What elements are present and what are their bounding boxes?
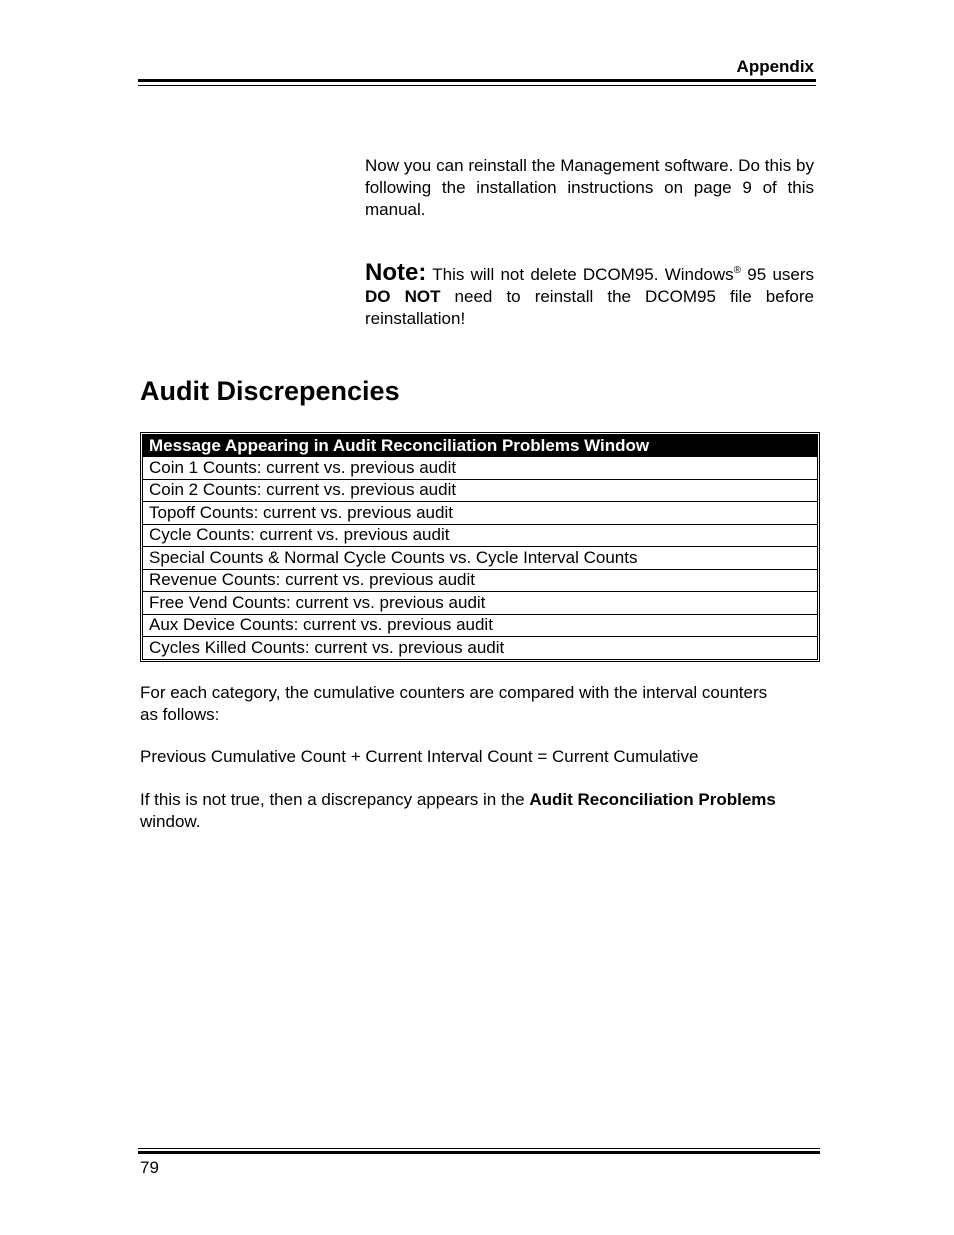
comparison-paragraph: For each category, the cumulative counters are compared with the interval counters as follows: [140,683,768,724]
footer-rule-thin [138,1148,820,1149]
table-cell: Aux Device Counts: current vs. previous audit [143,614,818,637]
table-cell: Coin 1 Counts: current vs. previous audit [143,457,818,480]
table-header-row [143,435,818,457]
table-cell: Cycle Counts: current vs. previous audit [143,524,818,547]
table-row [143,479,818,502]
discrepancy-paragraph [140,789,780,832]
page-number: 79 [140,1158,159,1177]
footer-rule-thick [138,1151,820,1154]
table-cell: Revenue Counts: current vs. previous audit [143,569,818,592]
reinstall-paragraph: Now you can reinstall the Management software. Do this by following the installation instructions on page 9 of this manual. [365,156,814,219]
table-row [143,524,818,547]
note-text-middle: 95 users [747,265,815,284]
note-text-after: need to reinstall the DCOM95 file before reinstallation! [365,287,814,328]
discrepancy-text-after: window. [140,811,201,831]
header-rule-thin [138,85,816,86]
table-cell: Free Vend Counts: current vs. previous audit [143,592,818,615]
note-label: Note: [365,259,427,286]
table-header-cell: Message Appearing in Audit Reconciliation Problems Window [143,435,818,457]
table-row [143,614,818,637]
window-name-bold: Audit Reconciliation Problems [529,790,776,809]
formula-line: Previous Cumulative Count + Current Interval Count = Current Cumulative [140,747,699,766]
registered-trademark-mark: ® [733,265,742,276]
table-cell: Special Counts & Normal Cycle Counts vs. Cycle Interval Counts [143,547,818,570]
table-row [143,502,818,525]
table-row [143,592,818,615]
audit-messages-table [140,432,820,662]
discrepancy-text-before: If this is not true, then a discrepancy appears in the [140,790,525,809]
note-emphasis: DO NOT [365,287,441,306]
table-row [143,569,818,592]
table-row [143,547,818,570]
table-row [143,457,818,480]
note-paragraph [365,259,815,330]
header-rule-thick [138,79,816,82]
table-cell: Cycles Killed Counts: current vs. previous audit [143,637,818,660]
table-cell: Coin 2 Counts: current vs. previous audit [143,479,818,502]
table-row [143,637,818,660]
note-text-before: This will not delete DCOM95. Windows [432,265,734,284]
table-cell: Topoff Counts: current vs. previous audit [143,502,818,525]
running-header-appendix: Appendix [736,57,814,76]
section-heading: Audit Discrepencies [140,376,400,406]
